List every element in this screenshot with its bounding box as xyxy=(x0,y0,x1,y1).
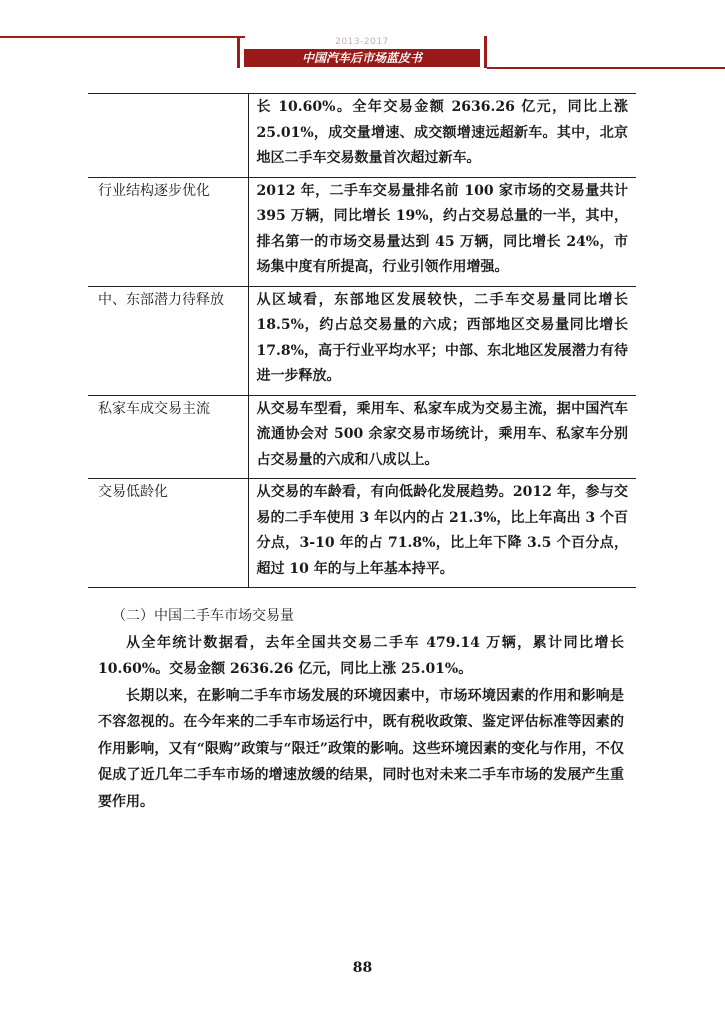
body-text xyxy=(98,603,624,815)
header-rule-right xyxy=(487,67,725,69)
header-banner xyxy=(237,36,487,68)
section-subheading: （二）中国二手车市场交易量 xyxy=(112,608,294,624)
row-text: 从区域看，东部地区发展较快，二手车交易量同比增长 18.5%，约占总交易量的六成；西部地区交易量同比增长 17.8%，高于行业平均水平；中部、东北地区发展潜力有待进一步释放。 xyxy=(248,286,636,395)
row-label: 中、东部潜力待释放 xyxy=(88,286,248,395)
header-rule-left xyxy=(0,36,245,38)
row-label: 交易低龄化 xyxy=(88,479,248,588)
table-row xyxy=(88,395,636,479)
summary-table xyxy=(88,93,636,588)
row-label: 行业结构逐步优化 xyxy=(88,177,248,286)
table-row xyxy=(88,479,636,588)
table-row xyxy=(88,94,636,178)
row-text: 2012 年，二手车交易量排名前 100 家市场的交易量共计 395 万辆，同比增长 19%，约占交易总量的一半，其中，排名第一的市场交易量达到 45 万辆，同比增长 24%，市场集中度有所提高，行业引领作用增强。 xyxy=(248,177,636,286)
header-title: 中国汽车后市场蓝皮书 xyxy=(244,49,480,67)
row-text: 从交易车型看，乘用车、私家车成为交易主流，据中国汽车流通协会对 500 余家交易市场统计，乘用车、私家车分别占交易量的六成和八成以上。 xyxy=(248,395,636,479)
row-label xyxy=(88,94,248,178)
row-label: 私家车成交易主流 xyxy=(88,395,248,479)
table-row xyxy=(88,177,636,286)
row-text: 长 10.60%。全年交易金额 2636.26 亿元，同比上涨 25.01%，成交量增速、成交额增速远超新车。其中，北京地区二手车交易数量首次超过新车。 xyxy=(248,94,636,178)
header-years: 2013-2017 xyxy=(335,37,389,47)
page-number: 88 xyxy=(352,960,373,976)
row-text: 从交易的车龄看，有向低龄化发展趋势。2012 年，参与交易的二手车使用 3 年以内的占 21.3%，比上年高出 3 个百分点，3-10 年的占 71.8%，比上年下降 3.5 个百分点，超过 10 年的与上年基本持平。 xyxy=(248,479,636,588)
table-row xyxy=(88,286,636,395)
paragraph-statistics: 从全年统计数据看，去年全国共交易二手车 479.14 万辆，累计同比增长 10.60%。交易金额 2636.26 亿元，同比上涨 25.01%。 xyxy=(98,634,624,677)
paragraph-environment: 长期以来，在影响二手车市场发展的环境因素中，市场环境因素的作用和影响是不容忽视的。在今年来的二手车市场运行中，既有税收政策、鉴定评估标准等因素的作用影响，又有“限购”政策与“限迁”政策的影响。这些环境因素的变化与作用，不仅促成了近几年二手车市场的增速放缓的结果，同时也对未来二手车市场的发展产生重要作用。 xyxy=(98,687,624,810)
